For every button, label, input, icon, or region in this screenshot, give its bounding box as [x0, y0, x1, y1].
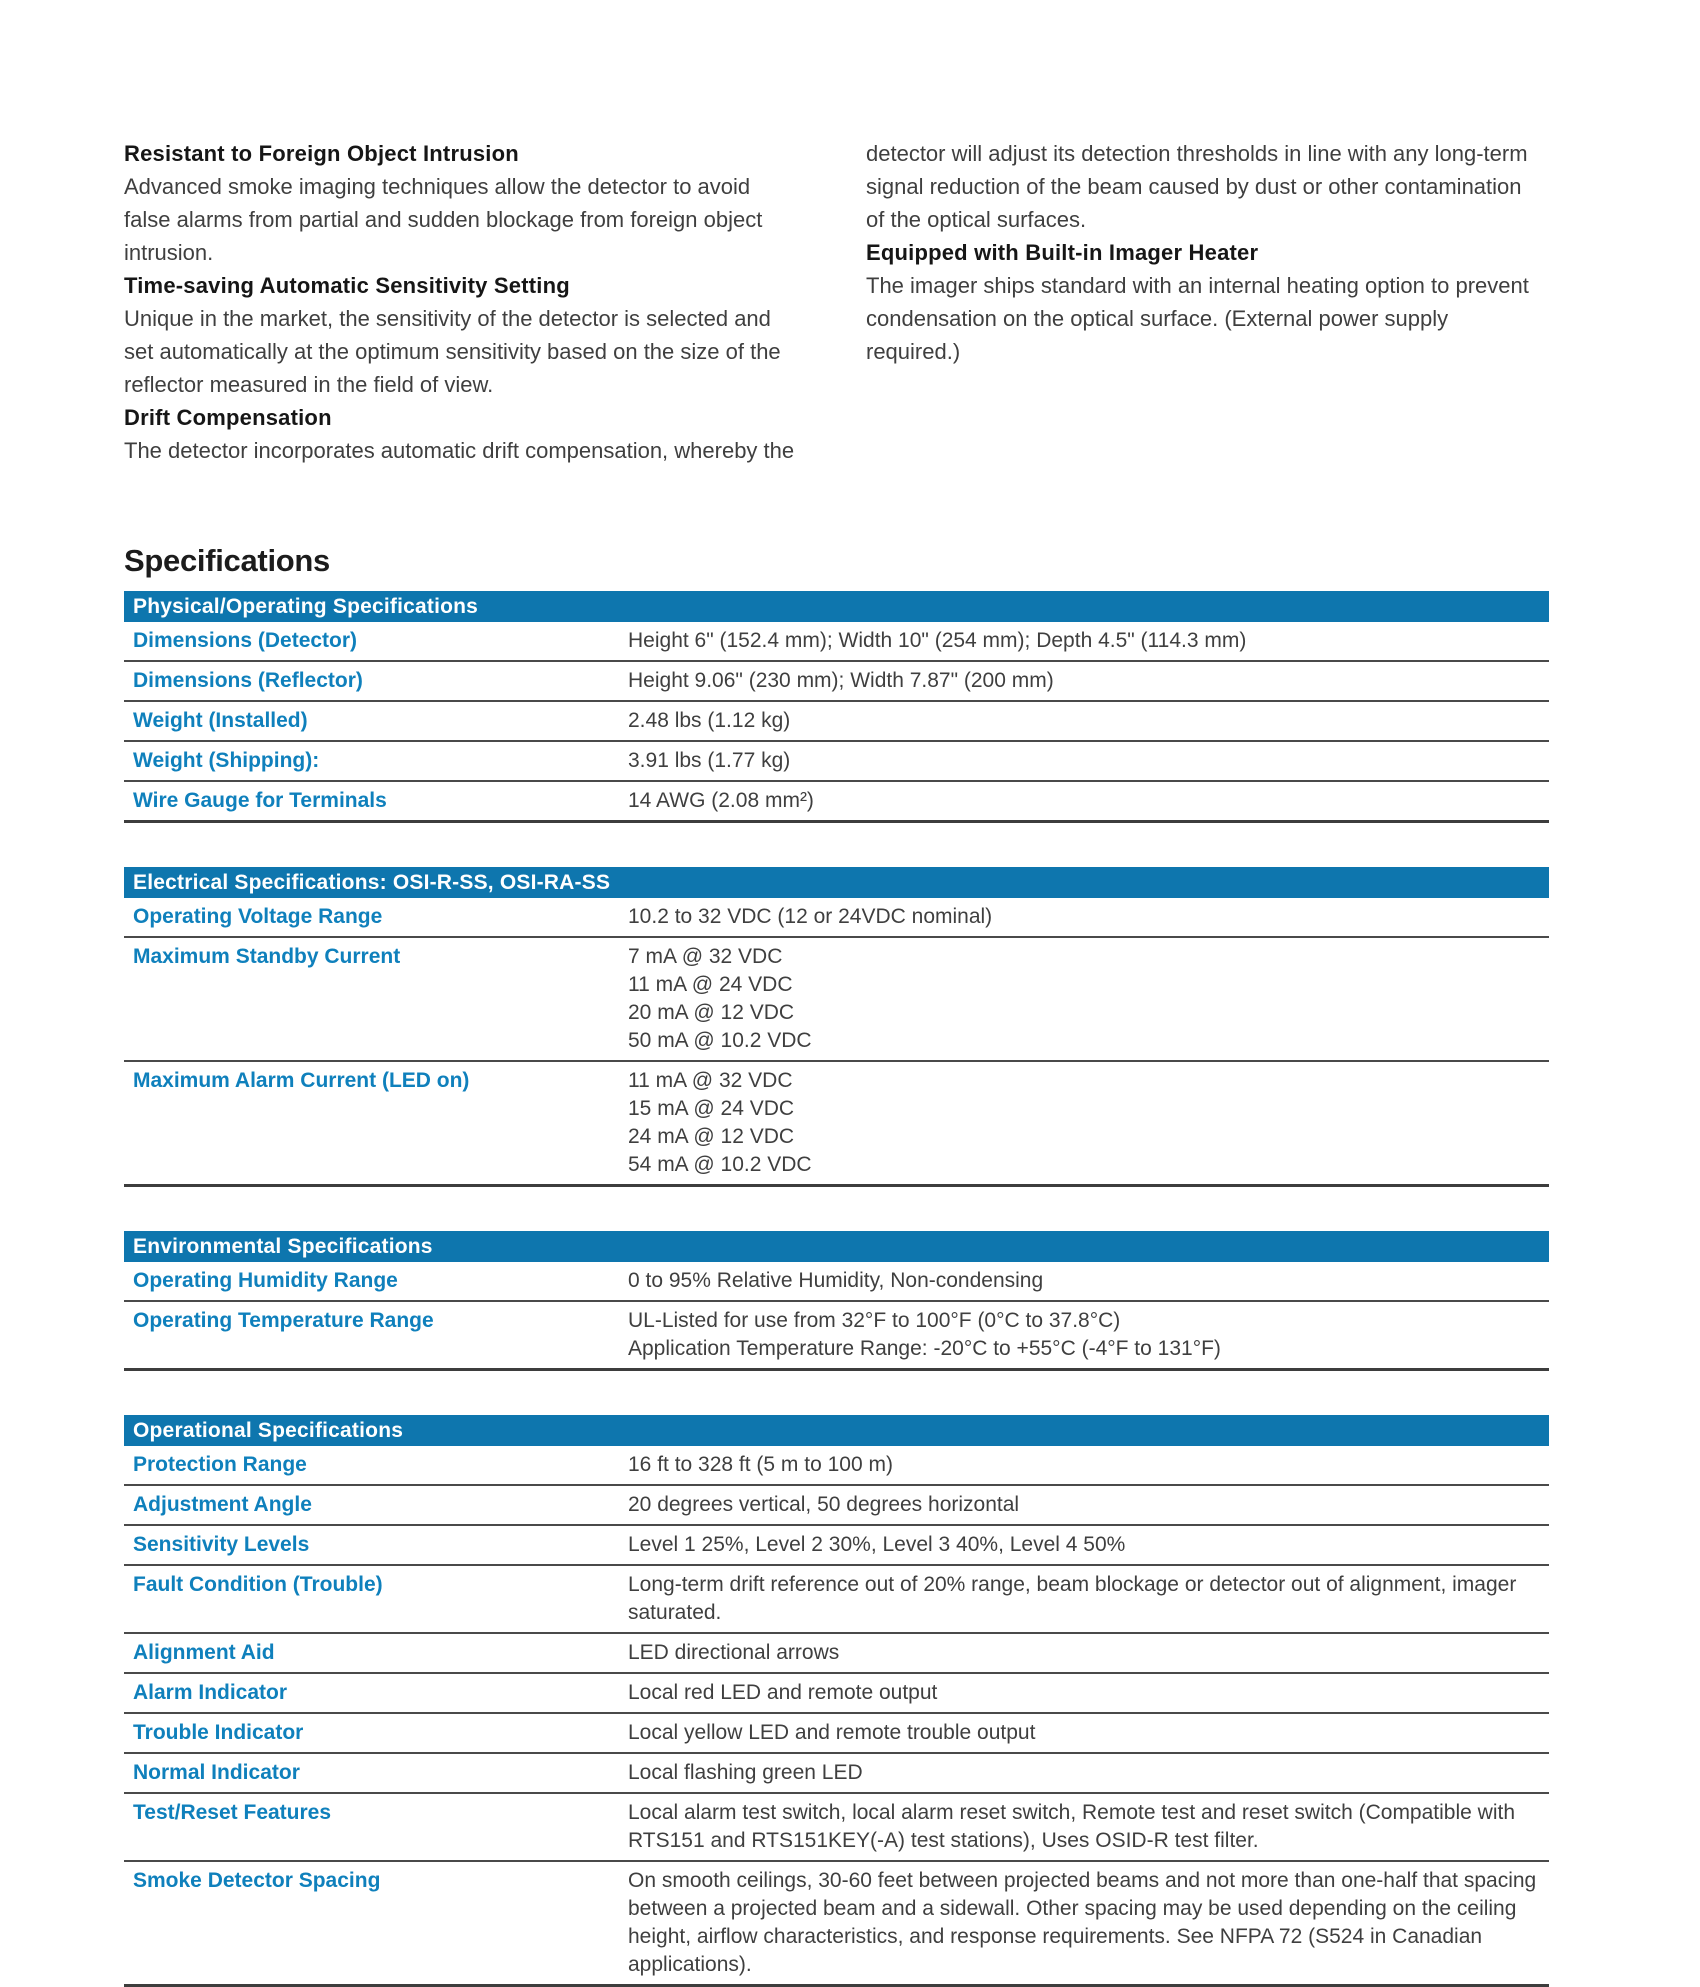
row-label: Sensitivity Levels [133, 1533, 310, 1556]
row-value-line: 2.48 lbs (1.12 kg) [628, 709, 791, 732]
datasheet-page [124, 137, 1549, 1987]
table-row [124, 898, 1549, 938]
row-value [628, 1491, 1549, 1519]
table-row [124, 1526, 1549, 1566]
row-value-line: On smooth ceilings, 30-60 feet between projected beams and not more than one-half that spacing between a projected beam and a sidewall. Other spacing may be used depending on the ceiling height, airflow characteristics, and response requirements. See NFPA 72 (S524 in Canadian applications). [628, 1869, 1537, 1976]
table-row [124, 1262, 1549, 1302]
row-value-line: 20 degrees vertical, 50 degrees horizontal [628, 1493, 1020, 1516]
table-header-label: Environmental Specifications [133, 1234, 433, 1258]
row-value [628, 1307, 1549, 1363]
row-value [628, 1639, 1549, 1667]
row-label: Weight (Shipping): [133, 749, 320, 772]
row-value [628, 943, 1549, 1055]
table-row [124, 1794, 1549, 1862]
section-heading: Time-saving Automatic Sensitivity Setting [124, 273, 570, 298]
row-value [628, 627, 1549, 655]
row-value-line: Long-term drift reference out of 20% range, beam blockage or detector out of alignment, imager saturated. [628, 1573, 1517, 1624]
table-row [124, 1446, 1549, 1486]
row-value-line: 24 mA @ 12 VDC [628, 1125, 795, 1148]
row-value [628, 1267, 1549, 1295]
row-value-line: 11 mA @ 32 VDC [628, 1069, 793, 1092]
spec-table [124, 867, 1549, 1187]
row-value [628, 747, 1549, 775]
table-row [124, 1566, 1549, 1634]
row-label: Dimensions (Detector) [133, 629, 358, 652]
row-label: Operating Humidity Range [133, 1269, 398, 1292]
table-header-bar [124, 1415, 1549, 1446]
table-header-bar [124, 1231, 1549, 1262]
row-value-line: Local flashing green LED [628, 1761, 863, 1784]
row-value-line: 7 mA @ 32 VDC [628, 945, 783, 968]
row-value-line: 16 ft to 328 ft (5 m to 100 m) [628, 1453, 893, 1476]
table-row [124, 1634, 1549, 1674]
table-row [124, 622, 1549, 662]
paragraph: Unique in the market, the sensitivity of the detector is selected and set automatically at the optimum sensitivity based on the size of the reflector measured in the field of view. [124, 306, 781, 397]
spec-table [124, 591, 1549, 823]
row-label: Adjustment Angle [133, 1493, 312, 1516]
table-row [124, 782, 1549, 823]
table-row [124, 662, 1549, 702]
spec-table [124, 1415, 1549, 1987]
paragraph: The imager ships standard with an internal heating option to prevent condensation on the optical surface. (External power supply required.) [866, 273, 1529, 364]
table-row [124, 702, 1549, 742]
row-value-line: 15 mA @ 24 VDC [628, 1097, 795, 1120]
row-value [628, 1759, 1549, 1787]
row-value-line: 10.2 to 32 VDC (12 or 24VDC nominal) [628, 905, 993, 928]
row-value-line: 14 AWG (2.08 mm²) [628, 789, 814, 812]
row-label: Alignment Aid [133, 1641, 275, 1664]
table-row [124, 1062, 1549, 1187]
spec-table [124, 1231, 1549, 1371]
intro-left-column [124, 137, 800, 467]
row-label: Operating Voltage Range [133, 905, 383, 928]
row-value [628, 1867, 1549, 1979]
table-row [124, 1302, 1549, 1371]
row-label: Maximum Standby Current [133, 945, 401, 968]
row-label: Wire Gauge for Terminals [133, 789, 387, 812]
row-label: Normal Indicator [133, 1761, 300, 1784]
row-label: Operating Temperature Range [133, 1309, 434, 1332]
table-header-bar [124, 867, 1549, 898]
table-header-label: Operational Specifications [133, 1418, 404, 1442]
row-label: Trouble Indicator [133, 1721, 304, 1744]
table-row [124, 1754, 1549, 1794]
paragraph: detector will adjust its detection thresholds in line with any long-term signal reduction of the beam caused by dust or other contamination of the optical surfaces. [866, 141, 1528, 232]
row-value [628, 1571, 1549, 1627]
intro-columns [124, 137, 1549, 467]
row-value-line: Local alarm test switch, local alarm reset switch, Remote test and reset switch (Compatible with RTS151 and RTS151KEY(-A) test stations), Uses OSID-R test filter. [628, 1801, 1515, 1852]
row-value [628, 1531, 1549, 1559]
table-header-label: Physical/Operating Specifications [133, 594, 479, 618]
row-value-line: 54 mA @ 10.2 VDC [628, 1153, 812, 1176]
specifications-tables [124, 591, 1549, 1987]
row-value [628, 667, 1549, 695]
row-label: Alarm Indicator [133, 1681, 288, 1704]
row-label: Protection Range [133, 1453, 307, 1476]
row-value-line: 50 mA @ 10.2 VDC [628, 1029, 812, 1052]
table-row [124, 1714, 1549, 1754]
row-value-line: Local yellow LED and remote trouble output [628, 1721, 1036, 1744]
paragraph: The detector incorporates automatic drift compensation, whereby the [124, 438, 795, 463]
table-row [124, 938, 1549, 1062]
row-value [628, 1799, 1549, 1855]
row-value-line: 0 to 95% Relative Humidity, Non-condensing [628, 1269, 1044, 1292]
row-label: Test/Reset Features [133, 1801, 332, 1824]
row-value-line: Height 6" (152.4 mm); Width 10" (254 mm); Depth 4.5" (114.3 mm) [628, 629, 1247, 652]
row-value-line: 3.91 lbs (1.77 kg) [628, 749, 791, 772]
row-value [628, 707, 1549, 735]
table-row [124, 742, 1549, 782]
row-value-line: 20 mA @ 12 VDC [628, 1001, 795, 1024]
table-header-bar [124, 591, 1549, 622]
row-value [628, 1679, 1549, 1707]
paragraph: Advanced smoke imaging techniques allow the detector to avoid false alarms from partial and sudden blockage from foreign object intrusion. [124, 174, 763, 265]
table-row [124, 1486, 1549, 1526]
row-label: Weight (Installed) [133, 709, 308, 732]
row-value-line: Local red LED and remote output [628, 1681, 938, 1704]
section-heading: Resistant to Foreign Object Intrusion [124, 141, 519, 166]
row-value-line: Height 9.06" (230 mm); Width 7.87" (200 mm) [628, 669, 1054, 692]
section-heading: Drift Compensation [124, 405, 332, 430]
row-value [628, 903, 1549, 931]
table-row [124, 1674, 1549, 1714]
row-value [628, 1067, 1549, 1179]
row-value-line: Application Temperature Range: -20°C to +55°C (-4°F to 131°F) [628, 1337, 1221, 1360]
row-value-line: UL-Listed for use from 32°F to 100°F (0°C to 37.8°C) [628, 1309, 1121, 1332]
row-value-line: LED directional arrows [628, 1641, 840, 1664]
row-label: Fault Condition (Trouble) [133, 1573, 383, 1596]
row-label: Smoke Detector Spacing [133, 1869, 381, 1892]
row-label: Maximum Alarm Current (LED on) [133, 1069, 470, 1092]
row-label: Dimensions (Reflector) [133, 669, 363, 692]
table-header-label: Electrical Specifications: OSI-R-SS, OSI-RA-SS [133, 870, 611, 894]
row-value-line: Level 1 25%, Level 2 30%, Level 3 40%, Level 4 50% [628, 1533, 1126, 1556]
row-value [628, 1719, 1549, 1747]
row-value [628, 1451, 1549, 1479]
specifications-title: Specifications [124, 543, 330, 578]
section-heading: Equipped with Built-in Imager Heater [866, 240, 1259, 265]
intro-right-column [866, 137, 1542, 467]
table-row [124, 1862, 1549, 1987]
row-value [628, 787, 1549, 815]
row-value-line: 11 mA @ 24 VDC [628, 973, 793, 996]
